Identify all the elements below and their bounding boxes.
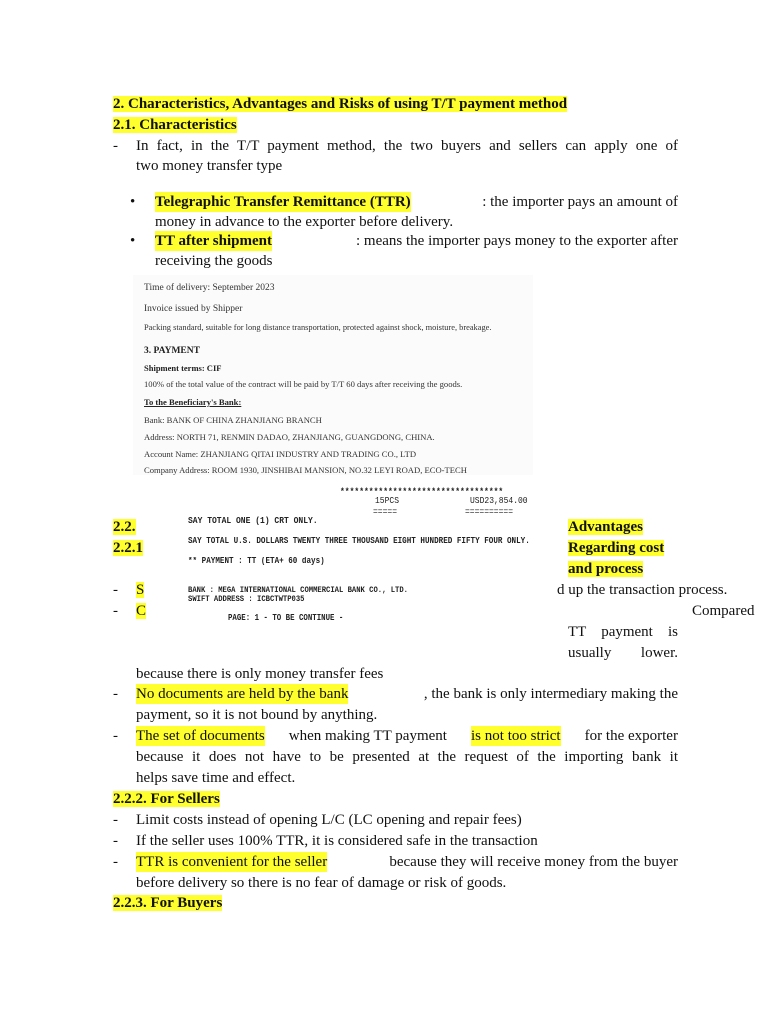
setdocs-highlight: The set of documents [136, 728, 265, 744]
ttr-definition: : the importer pays an amount of [482, 194, 678, 210]
setdocs-mid: when making TT payment [288, 728, 447, 744]
section-2-2-1-num: 2.2.1 [113, 540, 143, 556]
bullet-marker: • [130, 194, 136, 210]
tt-payment-is: TT payment is [568, 624, 678, 640]
scan-address: Address: NORTH 71, RENMIN DADAO, ZHANJIANG, GUANGDONG, CHINA. [144, 432, 435, 442]
invoice-qty-underline: ===== [373, 507, 398, 518]
tta-line-1 [155, 231, 678, 251]
and-process-heading: and process [568, 561, 644, 577]
nodocs-line-1 [136, 684, 678, 704]
sellers-item-3 [136, 852, 678, 872]
dash-marker: - [113, 582, 118, 598]
section-2-title: 2. Characteristics, Advantages and Risks of using T/T payment method [113, 96, 568, 112]
scan-company-address: Company Address: ROOM 1930, JINSHIBAI MANSION, NO.32 LEYI ROAD, ECO-TECH [144, 465, 467, 475]
invoice-amount: USD23,854.00 [470, 496, 528, 507]
regarding-cost-heading: Regarding cost [568, 540, 665, 556]
invoice-amount-underline: ========== [465, 507, 514, 518]
dash-marker: - [113, 686, 118, 702]
sellers-item-1: Limit costs instead of opening L/C (LC opening and repair fees) [136, 812, 522, 828]
advantages-heading: Advantages [568, 519, 644, 535]
invoice-page: PAGE: 1 - TO BE CONTINUE - [228, 614, 344, 624]
compared-word: Compared [692, 603, 755, 619]
ttr-line-1 [155, 192, 678, 212]
dash-marker: - [113, 833, 118, 849]
invoice-say-total-1: SAY TOTAL ONE (1) CRT ONLY. [188, 516, 318, 527]
nodocs-highlight: No documents are held by the bank [136, 686, 349, 702]
invoice-qty: 15PCS [375, 496, 400, 507]
scan-beneficiary-heading: To the Beneficiary's Bank: [144, 397, 242, 407]
ttr-term: Telegraphic Transfer Remittance (TTR) [155, 194, 411, 210]
intro-line-2: two money transfer type [136, 158, 283, 174]
section-2-2-2-title: 2.2.2. For Sellers [113, 791, 220, 807]
invoice-stars: ********************************** [340, 487, 504, 498]
dash-marker: - [113, 728, 118, 744]
scan-packing: Packing standard, suitable for long distance transportation, protected against shock, moisture, breakage. [144, 323, 492, 332]
nodocs-line-2: payment, so it is not bound by anything. [136, 707, 378, 723]
sellers-item-2: If the seller uses 100% TTR, it is considered safe in the transaction [136, 833, 538, 849]
sellers-item-3-line-2: before delivery so there is no fear of damage or risk of goods. [136, 875, 507, 891]
ttr-line-2: money in advance to the exporter before delivery. [155, 214, 454, 230]
scan-delivery: Time of delivery: September 2023 [144, 283, 275, 293]
strict-highlight: is not too strict [471, 728, 561, 744]
scan-payment-text: 100% of the total value of the contract will be paid by T/T 60 days after receiving the goods. [144, 379, 463, 389]
scan-invoice: Invoice issued by Shipper [144, 304, 243, 314]
dash-marker: - [113, 812, 118, 828]
tta-definition: : means the importer pays money to the exporter after [356, 233, 678, 249]
scan-shipment-terms: Shipment terms: CIF [144, 363, 222, 373]
scan-payment-heading: 3. PAYMENT [144, 346, 200, 356]
tta-line-2: receiving the goods [155, 253, 273, 269]
dash-marker: - [113, 138, 118, 154]
dash-marker: - [113, 854, 118, 870]
because-fees: because there is only money transfer fees [136, 666, 384, 682]
setdocs-line-1 [136, 726, 678, 746]
invoice-bank: BANK : MEGA INTERNATIONAL COMMERCIAL BANK CO., LTD. [188, 586, 408, 596]
setdocs-end: for the exporter [584, 728, 678, 744]
usually-lower: usually lower. [568, 645, 678, 661]
dash2-fragment: C [136, 603, 147, 619]
sellers-item-3-rest: because they will receive money from the buyer [389, 854, 678, 870]
setdocs-line-2: because it does not have to be presented at the request of the importing bank it [136, 749, 678, 765]
dash-marker: - [113, 603, 118, 619]
intro-line-1: In fact, in the T/T payment method, the two buyers and sellers can apply one of [136, 138, 678, 154]
scan-bank: Bank: BANK OF CHINA ZHANJIANG BRANCH [144, 415, 322, 425]
dash1-fragment: S [136, 582, 145, 598]
ttr-convenient-highlight: TTR is convenient for the seller [136, 854, 328, 870]
invoice-payment: ** PAYMENT : TT (ETA+ 60 days) [188, 557, 325, 567]
invoice-say-total-2: SAY TOTAL U.S. DOLLARS TWENTY THREE THOUSAND EIGHT HUNDRED FIFTY FOUR ONLY. [188, 537, 530, 547]
scan-account: Account Name: ZHANJIANG QITAI INDUSTRY AND TRADING CO., LTD [144, 449, 417, 459]
setdocs-line-3: helps save time and effect. [136, 770, 296, 786]
tta-term: TT after shipment [155, 233, 272, 249]
section-2-2-3-title: 2.2.3. For Buyers [113, 895, 223, 911]
section-2-1-title: 2.1. Characteristics [113, 117, 237, 133]
bullet-marker: • [130, 233, 136, 249]
dash1-tail: d up the transaction process. [557, 582, 728, 598]
section-2-2-num: 2.2. [113, 519, 136, 535]
invoice-swift: SWIFT ADDRESS : ICBCTWTP035 [188, 595, 305, 605]
nodocs-rest: , the bank is only intermediary making the [423, 686, 678, 702]
